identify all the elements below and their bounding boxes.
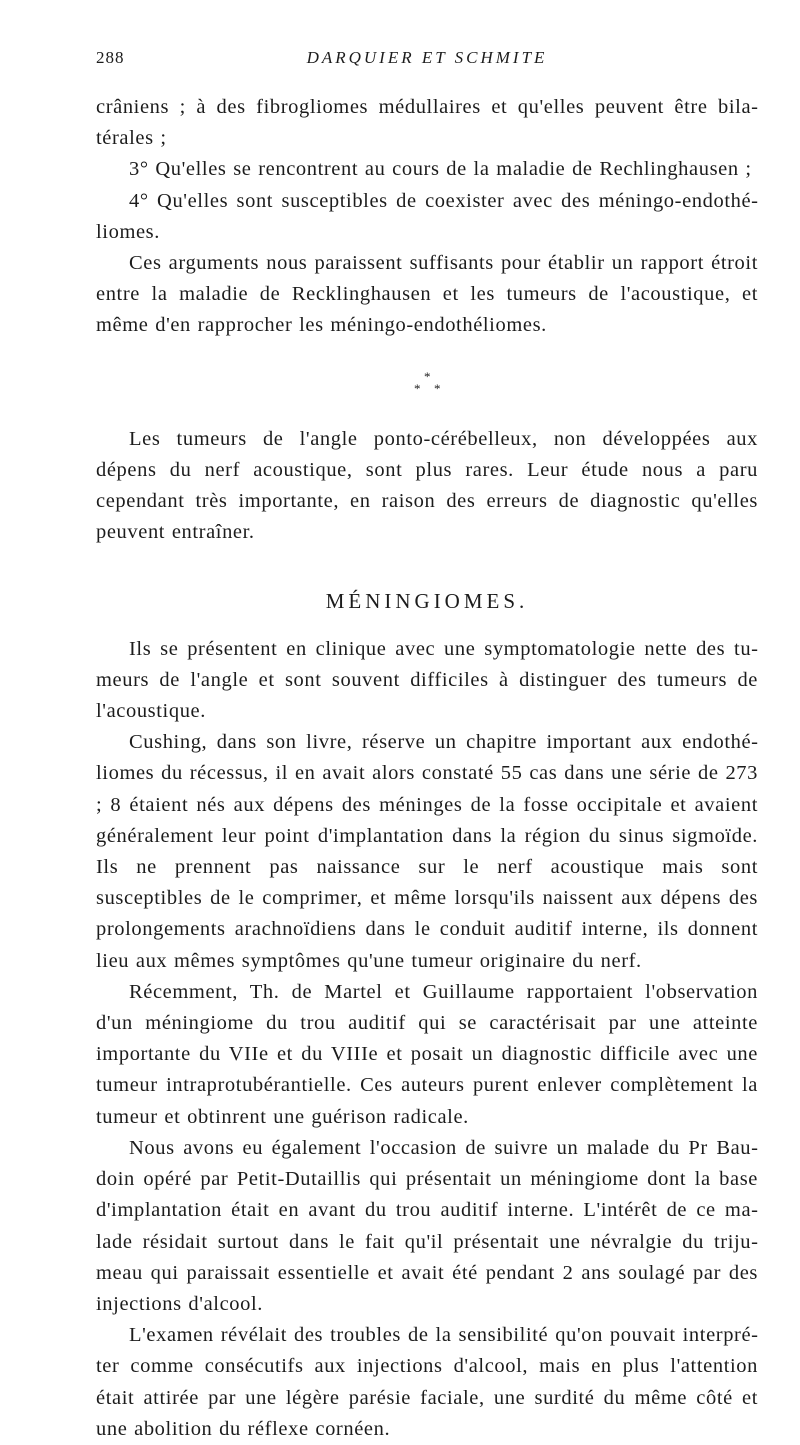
- paragraph: Ils se présentent en clinique avec une symptomatologie nette des tumeurs de l'angle et sont souvent difficiles à distinguer des tumeurs de l'acoustique.: [96, 637, 758, 723]
- paragraph: Nous avons eu également l'occasion de suivre un malade du Pr Baudoin opéré par Petit-Dutaillis qui présentait un méningiome dont la base d'implantation était en avant du trou auditif interne. L'intérêt de ce malade résidait surtout dans le fait qu'il présentait une névralgie du trijumeau qui paraissait essentielle et avait été pendant 2 ans soulagé par des injections d'alcool.: [96, 1136, 758, 1315]
- asterism-star: *: [414, 380, 422, 396]
- asterism-star: *: [424, 368, 432, 384]
- paragraph: Récemment, Th. de Martel et Guillaume rapportaient l'observation d'un méningiome du trou auditif qui se caractérisait par une atteinte importante du VIIe et du VIIIe et posait un diagnostic difficile avec une tumeur intraprotubérantielle. Ces auteurs purent enlever complètement la tumeur et obtinrent une guérison radicale.: [96, 980, 758, 1128]
- paragraph: Cushing, dans son livre, réserve un chapitre important aux endothéliomes du récessus, il en avait alors constaté 55 cas dans une série de 273 ; 8 étaient nés aux dépens des méninges de la fosse occipitale et avaient généralement leur point d'implantation dans la région du sinus sigmoïde. Ils ne prennent pas naissance sur le nerf acoustique mais sont susceptibles de le comprimer, et même lorsqu'ils naissent aux dépens des prolongements arachnoïdiens dans le conduit auditif interne, ils donnent lieu aux mêmes symptômes qu'une tumeur originaire du nerf.: [96, 731, 758, 972]
- paragraph: crâniens ; à des fibrogliomes médullaires et qu'elles peuvent être bilatérales ;: [96, 96, 758, 150]
- section-heading: MÉNINGIOMES.: [325, 589, 529, 614]
- running-head: [96, 48, 758, 72]
- paragraph: Ces arguments nous paraissent suffisants pour établir un rapport étroit entre la maladie de Recklinghausen et les tumeurs de l'acoustique, et même d'en rapprocher les méningo-endothéliomes.: [96, 252, 758, 337]
- asterism-star: *: [434, 380, 442, 396]
- running-title: DARQUIER ET SCHMITE: [306, 48, 548, 67]
- asterism: [96, 356, 758, 418]
- page-number: 288: [96, 48, 125, 67]
- paragraph: 3° Qu'elles se rencontrent au cours de la maladie de Rechlinghausen ;: [129, 158, 752, 181]
- paragraph: Les tumeurs de l'angle ponto-cérébelleux, non développées aux dépens du nerf acoustique, sont plus rares. Leur étude nous a paru cependant très importante, en raison des erreurs de diagnostic qu'elles peuvent entraîner.: [96, 427, 758, 544]
- paragraph: L'examen révélait des troubles de la sensibilité qu'on pouvait interpréter comme consécutifs aux injections d'alcool, mais en plus l'attention était attirée par une légère parésie faciale, une surdité du même côté et une abolition du réflexe cornéen.: [96, 1324, 758, 1440]
- paragraph: 4° Qu'elles sont susceptibles de coexister avec des méningo-endothéliomes.: [96, 189, 758, 243]
- body-text: [96, 92, 758, 1445]
